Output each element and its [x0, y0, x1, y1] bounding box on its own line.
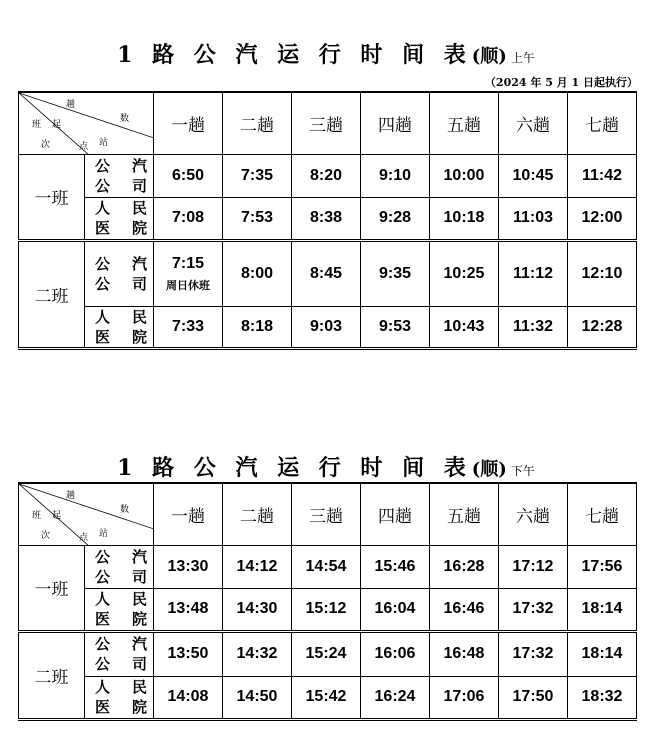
trip-header: 三趟 — [292, 483, 361, 545]
table-row — [19, 306, 637, 348]
departure-time: 10:43 — [430, 306, 499, 348]
trip-header: 六趟 — [499, 92, 568, 154]
departure-time: 11:32 — [499, 306, 568, 348]
sunday-off-note: 周日休班 — [166, 278, 210, 292]
trip-header: 五趟 — [430, 483, 499, 545]
departure-time: 9:03 — [292, 306, 361, 348]
trip-header: 一趟 — [154, 483, 223, 545]
departure-time: 11:03 — [499, 197, 568, 240]
shift-label: 一班 — [19, 154, 85, 240]
departure-time: 14:08 — [154, 676, 223, 719]
trip-header: 五趟 — [430, 92, 499, 154]
table-row — [19, 676, 637, 719]
departure-time: 17:50 — [499, 676, 568, 719]
departure-time: 13:30 — [154, 545, 223, 588]
shift-label: 一班 — [19, 545, 85, 631]
departure-time: 12:28 — [568, 306, 637, 348]
departure-time: 9:35 — [361, 240, 430, 306]
header-row — [19, 92, 637, 154]
morning-title: 1 路 公 汽 运 行 时 间 表(顺) 上午 — [117, 42, 535, 68]
departure-time: 8:18 — [223, 306, 292, 348]
header-row — [19, 483, 637, 545]
departure-time: 15:12 — [292, 588, 361, 631]
departure-time: 9:53 — [361, 306, 430, 348]
table-row — [19, 154, 637, 197]
departure-time: 8:38 — [292, 197, 361, 240]
trip-header: 二趟 — [223, 92, 292, 154]
departure-time: 8:20 — [292, 154, 361, 197]
stop-name: 公 汽 公 司 — [85, 545, 154, 588]
departure-time: 10:00 — [430, 154, 499, 197]
shift-label: 二班 — [19, 631, 85, 719]
departure-time: 17:32 — [499, 631, 568, 676]
departure-time: 17:12 — [499, 545, 568, 588]
departure-time: 17:06 — [430, 676, 499, 719]
departure-time: 7:33 — [154, 306, 223, 348]
corner-header: 趟 数 班 起 站 次 点 — [19, 92, 154, 154]
departure-time: 16:04 — [361, 588, 430, 631]
departure-time: 15:46 — [361, 545, 430, 588]
departure-time: 10:45 — [499, 154, 568, 197]
departure-time: 7:15 周日休班 — [154, 240, 223, 306]
departure-time: 8:00 — [223, 240, 292, 306]
departure-time: 15:42 — [292, 676, 361, 719]
stop-name: 公 汽 公 司 — [85, 631, 154, 676]
stop-name: 人 民 医 院 — [85, 676, 154, 719]
departure-time: 18:32 — [568, 676, 637, 719]
departure-time: 12:00 — [568, 197, 637, 240]
stop-name: 人 民 医 院 — [85, 306, 154, 348]
departure-time: 15:24 — [292, 631, 361, 676]
afternoon-title: 1 路 公 汽 运 行 时 间 表(顺) 下午 — [117, 455, 535, 481]
departure-time: 14:54 — [292, 545, 361, 588]
departure-time: 7:35 — [223, 154, 292, 197]
departure-time: 7:08 — [154, 197, 223, 240]
departure-time: 16:46 — [430, 588, 499, 631]
departure-time: 11:42 — [568, 154, 637, 197]
stop-name: 公 汽 公 司 — [85, 154, 154, 197]
effective-date: （2024 年 5 月 1 日起执行） — [484, 76, 638, 89]
morning-period: 上午 — [510, 51, 535, 65]
departure-time: 16:28 — [430, 545, 499, 588]
afternoon-timetable — [18, 482, 637, 721]
departure-time: 18:14 — [568, 631, 637, 676]
table-row — [19, 197, 637, 240]
trip-header: 三趟 — [292, 92, 361, 154]
departure-time: 6:50 — [154, 154, 223, 197]
departure-time: 12:10 — [568, 240, 637, 306]
morning-timetable — [18, 91, 637, 350]
departure-time: 14:32 — [223, 631, 292, 676]
trip-header: 七趟 — [568, 92, 637, 154]
departure-time: 14:30 — [223, 588, 292, 631]
table-row — [19, 588, 637, 631]
departure-time: 11:12 — [499, 240, 568, 306]
departure-time: 17:56 — [568, 545, 637, 588]
departure-time: 13:50 — [154, 631, 223, 676]
afternoon-period: 下午 — [510, 464, 535, 478]
corner-header: 趟 数 班 起 站 次 点 — [19, 483, 154, 545]
table-row — [19, 240, 637, 306]
shift-label: 二班 — [19, 240, 85, 348]
trip-header: 一趟 — [154, 92, 223, 154]
departure-time: 10:25 — [430, 240, 499, 306]
departure-time: 9:10 — [361, 154, 430, 197]
departure-time: 14:50 — [223, 676, 292, 719]
trip-header: 七趟 — [568, 483, 637, 545]
stop-name: 人 民 医 院 — [85, 197, 154, 240]
departure-time: 14:12 — [223, 545, 292, 588]
trip-header: 二趟 — [223, 483, 292, 545]
departure-time: 9:28 — [361, 197, 430, 240]
departure-time: 10:18 — [430, 197, 499, 240]
stop-name: 公 汽 公 司 — [85, 240, 154, 306]
departure-time: 16:24 — [361, 676, 430, 719]
table-row — [19, 631, 637, 676]
table-row — [19, 545, 637, 588]
departure-time: 16:06 — [361, 631, 430, 676]
departure-time: 17:32 — [499, 588, 568, 631]
trip-header: 四趟 — [361, 483, 430, 545]
trip-header: 六趟 — [499, 483, 568, 545]
trip-header: 四趟 — [361, 92, 430, 154]
departure-time: 13:48 — [154, 588, 223, 631]
departure-time: 18:14 — [568, 588, 637, 631]
departure-time: 7:53 — [223, 197, 292, 240]
departure-time: 16:48 — [430, 631, 499, 676]
stop-name: 人 民 医 院 — [85, 588, 154, 631]
departure-time: 8:45 — [292, 240, 361, 306]
